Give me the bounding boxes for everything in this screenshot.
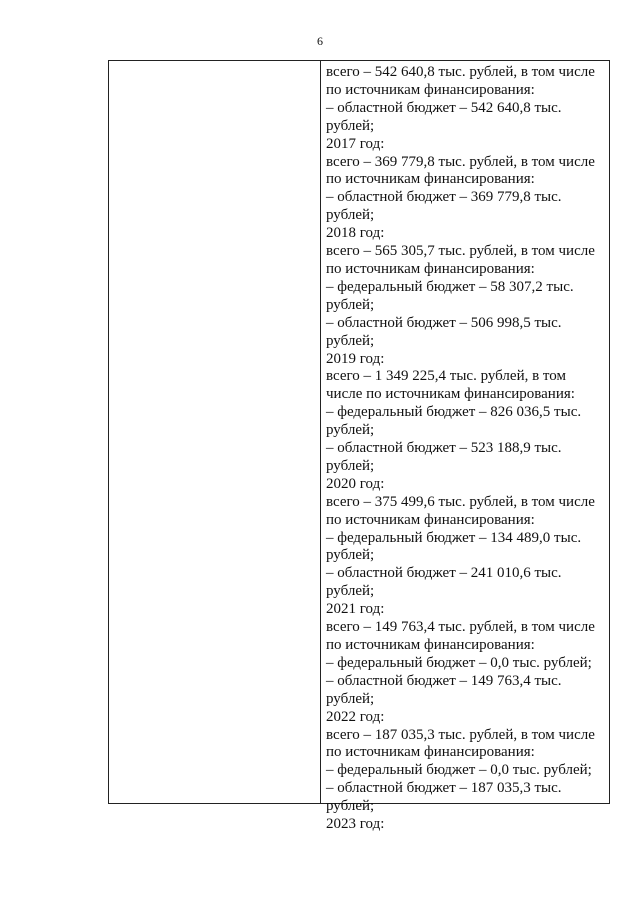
funding-text-line: по источникам финансирования: xyxy=(326,511,535,528)
funding-text-line: рублей; xyxy=(326,798,375,815)
funding-text-line: – федеральный бюджет – 0,0 тыс. рублей; xyxy=(326,762,592,779)
funding-text-line: рублей; xyxy=(326,117,375,134)
table-left-cell xyxy=(109,61,321,803)
funding-text-line: всего – 369 779,8 тыс. рублей, в том числе xyxy=(326,153,595,170)
funding-text-line: всего – 542 640,8 тыс. рублей, в том числе xyxy=(326,64,595,80)
funding-text-line: по источникам финансирования: xyxy=(326,81,535,98)
funding-text-line: по источникам финансирования: xyxy=(326,171,535,188)
funding-text-line: – федеральный бюджет – 826 036,5 тыс. xyxy=(326,404,582,421)
funding-text-line: – областной бюджет – 523 188,9 тыс. xyxy=(326,440,562,457)
funding-text-line: – областной бюджет – 369 779,8 тыс. xyxy=(326,189,562,206)
funding-text-line: 2017 год: xyxy=(326,135,385,152)
funding-text-line: по источникам финансирования: xyxy=(326,637,535,653)
funding-text-line: 2022 год: xyxy=(326,708,385,725)
funding-text-line: рублей; xyxy=(326,690,375,707)
funding-text-line: по источникам финансирования: xyxy=(326,744,535,761)
funding-text-line: всего – 565 305,7 тыс. рублей, в том числе xyxy=(326,243,595,260)
funding-text-line: рублей; xyxy=(326,296,375,313)
funding-text-line: числе по источникам финансирования: xyxy=(326,386,575,403)
funding-text-line: 2023 год: xyxy=(326,816,385,833)
funding-text-line: 2020 год: xyxy=(326,475,385,492)
page-number: 6 xyxy=(317,34,323,48)
funding-text-line: – федеральный бюджет – 134 489,0 тыс. xyxy=(326,529,582,546)
funding-text-line: рублей; xyxy=(326,422,375,439)
funding-text-line: 2021 год: xyxy=(326,601,385,618)
funding-text-line: по источникам финансирования: xyxy=(326,260,535,277)
funding-text-line: всего – 149 763,4 тыс. рублей, в том числе xyxy=(326,619,595,636)
funding-text-line: – федеральный бюджет – 58 307,2 тыс. xyxy=(326,278,574,295)
funding-text-line: рублей; xyxy=(326,332,375,349)
funding-text-line: – областной бюджет – 542 640,8 тыс. xyxy=(326,99,562,116)
funding-text-line: рублей; xyxy=(326,207,375,224)
funding-text-line: – областной бюджет – 149 763,4 тыс. xyxy=(326,672,562,689)
funding-text-line: всего – 375 499,6 тыс. рублей, в том числе xyxy=(326,493,595,510)
table-right-cell xyxy=(321,61,609,833)
funding-text-line: рублей; xyxy=(326,457,375,474)
funding-text-line: – областной бюджет – 241 010,6 тыс. xyxy=(326,565,562,582)
funding-text-line: – областной бюджет – 506 998,5 тыс. xyxy=(326,314,562,331)
funding-table xyxy=(108,60,610,833)
funding-text-line: 2019 год: xyxy=(326,350,385,367)
funding-text-line: рублей; xyxy=(326,547,375,564)
funding-text-line: рублей; xyxy=(326,583,375,600)
funding-text-line: 2018 год: xyxy=(326,225,385,242)
funding-text-line: всего – 187 035,3 тыс. рублей, в том числе xyxy=(326,726,595,743)
funding-text-line: – областной бюджет – 187 035,3 тыс. xyxy=(326,780,562,797)
funding-text-line: – федеральный бюджет – 0,0 тыс. рублей; xyxy=(326,654,592,671)
funding-text-line: всего – 1 349 225,4 тыс. рублей, в том xyxy=(326,368,566,385)
